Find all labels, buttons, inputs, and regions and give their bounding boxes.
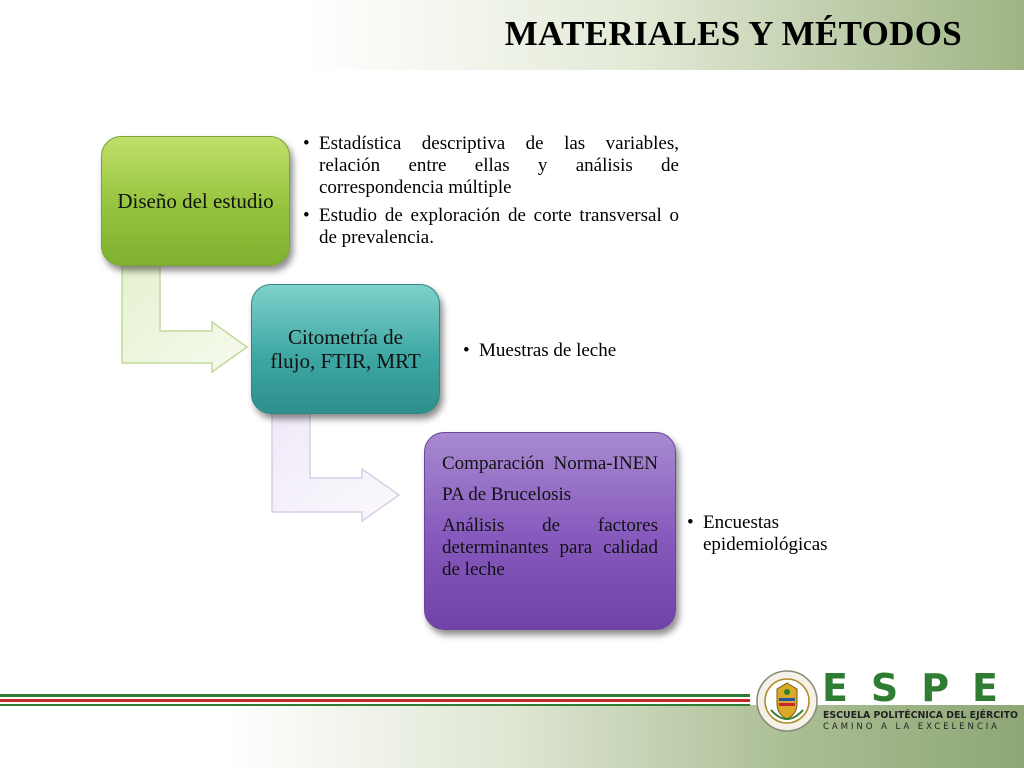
step-box-analysis bbox=[424, 432, 676, 630]
bullet-item: • Encuestas epidemiológicas bbox=[686, 512, 876, 556]
bullet-item: • Muestras de leche bbox=[462, 340, 702, 362]
slide-title: MATERIALES Y MÉTODOS bbox=[504, 14, 962, 53]
step-line: Comparación Norma-INEN bbox=[442, 453, 658, 474]
step-bullets-techniques bbox=[462, 340, 702, 368]
bullet-item: • Estudio de exploración de corte transversal o de prevalencia. bbox=[302, 205, 679, 249]
bullet-item: • Estadística descriptiva de las variables, relación entre ellas y análisis de correspondencia múltiple bbox=[302, 133, 679, 199]
connector-arrow-2 bbox=[272, 410, 399, 521]
logo-letter: E bbox=[822, 666, 848, 710]
espe-logo bbox=[756, 668, 1016, 768]
institution-name: ESCUELA POLITÉCNICA DEL EJÉRCITO bbox=[823, 710, 1018, 721]
step-line: Análisis de factores determinantes para calidad de leche bbox=[442, 515, 658, 580]
footer-stripes bbox=[0, 694, 750, 708]
institution-motto: CAMINO A LA EXCELENCIA bbox=[823, 722, 1000, 732]
logo-letter: S bbox=[870, 666, 899, 710]
step-box-techniques bbox=[251, 284, 440, 414]
step-line: PA de Brucelosis bbox=[442, 484, 572, 505]
logo-letter: P bbox=[921, 666, 950, 710]
step-label: Citometría de flujo, FTIR, MRT bbox=[270, 325, 421, 373]
red-stripe bbox=[0, 699, 750, 702]
step-label: Diseño del estudio bbox=[117, 189, 274, 213]
step-box-study-design bbox=[101, 136, 290, 266]
step-bullets-study-design bbox=[302, 133, 679, 255]
connector-arrow-1 bbox=[122, 262, 247, 372]
logo-letter: E bbox=[972, 666, 998, 710]
green-stripe bbox=[0, 694, 750, 697]
step-bullets-analysis bbox=[686, 512, 876, 562]
green-stripe bbox=[0, 704, 750, 706]
espe-wordmark bbox=[822, 668, 998, 708]
institution-seal-icon bbox=[756, 670, 818, 732]
